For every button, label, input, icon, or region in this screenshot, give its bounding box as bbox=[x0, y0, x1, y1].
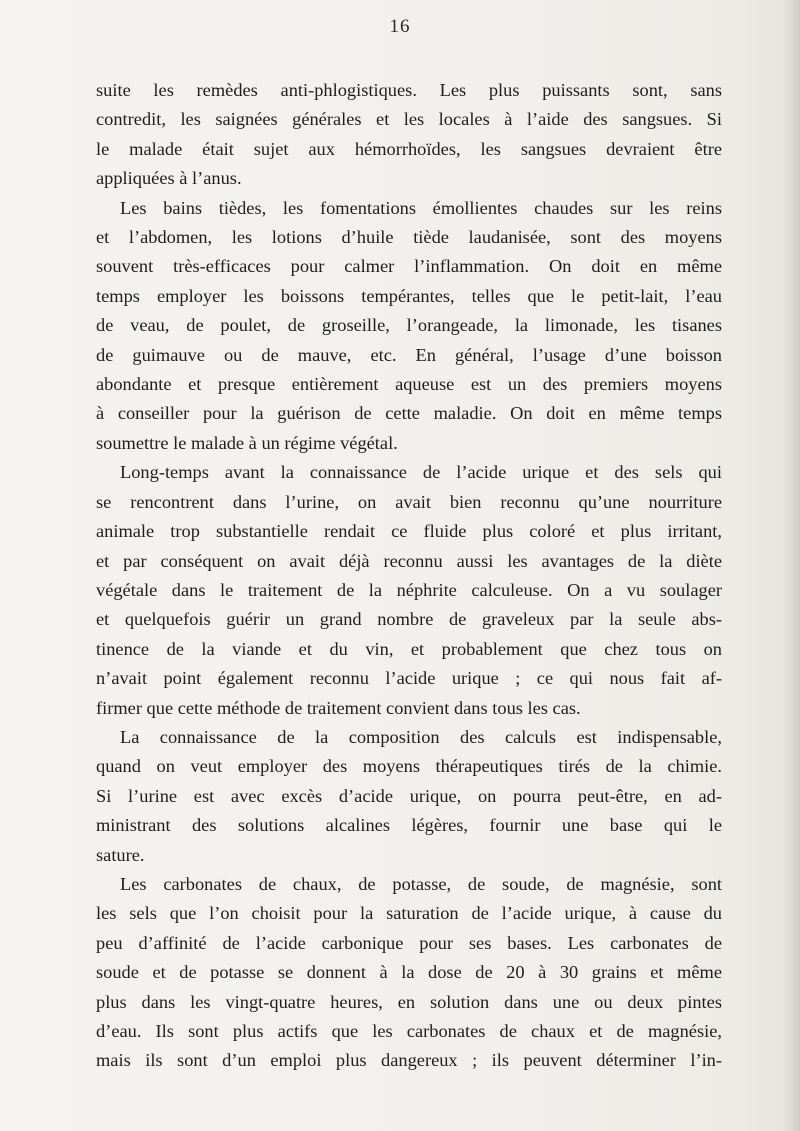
text-line: quand on veut employer des moyens thérapeutiques tirés de la chimie. bbox=[96, 756, 722, 777]
text-line: végétale dans le traitement de la néphrite calculeuse. On a vu soulager bbox=[96, 579, 722, 600]
text-line: plus dans les vingt-quatre heures, en solution dans une ou deux pintes bbox=[96, 991, 722, 1012]
text-line: Les bains tièdes, les fomentations émollientes chaudes sur les reins bbox=[120, 197, 722, 218]
body-text bbox=[96, 76, 722, 1076]
paragraph-acide-urique bbox=[96, 458, 722, 723]
text-line: Si l’urine est avec excès d’acide urique, on pourra peut-être, en ad- bbox=[96, 785, 722, 806]
paragraph-carbonates bbox=[96, 870, 722, 1076]
text-line: La connaissance de la composition des calculs est indispensable, bbox=[120, 726, 722, 747]
text-line: n’avait point également reconnu l’acide urique ; ce qui nous fait af- bbox=[96, 668, 722, 689]
text-line: suite les remèdes anti-phlogistiques. Les plus puissants sont, sans bbox=[96, 80, 722, 100]
text-line: appliquées à l’anus. bbox=[96, 168, 242, 189]
text-line: Long-temps avant la connaissance de l’acide urique et des sels qui bbox=[120, 462, 722, 483]
text-line: souvent très-efficaces pour calmer l’inflammation. On doit en même bbox=[96, 256, 722, 277]
text-line: ministrant des solutions alcalines légères, fournir une base qui le bbox=[96, 815, 722, 836]
text-line: se rencontrent dans l’urine, on avait bien reconnu qu’une nourriture bbox=[96, 491, 722, 512]
text-line: temps employer les boissons tempérantes, telles que le petit-lait, l’eau bbox=[96, 285, 722, 306]
text-line: les sels que l’on choisit pour la saturation de l’acide urique, à cause du bbox=[96, 903, 722, 924]
paragraph-remedes bbox=[96, 76, 722, 194]
text-line: soude et de potasse se donnent à la dose de 20 à 30 grains et même bbox=[96, 962, 722, 983]
text-line: le malade était sujet aux hémorrhoïdes, les sangsues devraient être bbox=[96, 138, 722, 159]
text-line: et par conséquent on avait déjà reconnu aussi les avantages de la diète bbox=[96, 550, 722, 571]
text-line: firmer que cette méthode de traitement convient dans tous les cas. bbox=[96, 697, 581, 718]
text-line: et quelquefois guérir un grand nombre de graveleux par la seule abs- bbox=[96, 609, 722, 630]
text-line: animale trop substantielle rendait ce fluide plus coloré et plus irritant, bbox=[96, 521, 722, 542]
page-edge-shadow bbox=[782, 0, 800, 1131]
text-line: à conseiller pour la guérison de cette maladie. On doit en même temps bbox=[96, 403, 722, 424]
text-line: tinence de la viande et du vin, et probablement que chez tous on bbox=[96, 638, 722, 659]
text-line: contredit, les saignées générales et les locales à l’aide des sangsues. Si bbox=[96, 109, 722, 130]
text-line: Les carbonates de chaux, de potasse, de soude, de magnésie, sont bbox=[120, 873, 722, 894]
paragraph-bains bbox=[96, 194, 722, 459]
text-line: peu d’affinité de l’acide carbonique pour ses bases. Les carbonates de bbox=[96, 932, 722, 953]
text-line: de veau, de poulet, de groseille, l’orangeade, la limonade, les tisanes bbox=[96, 315, 722, 336]
page-number: 16 bbox=[389, 16, 411, 37]
text-line: sature. bbox=[96, 844, 145, 865]
text-line: de guimauve ou de mauve, etc. En général, l’usage d’une boisson bbox=[96, 344, 722, 365]
text-line: abondante et presque entièrement aqueuse est un des premiers moyens bbox=[96, 374, 722, 395]
text-line: mais ils sont d’un emploi plus dangereux ; ils peuvent déterminer l’in- bbox=[96, 1050, 722, 1071]
text-line: et l’abdomen, les lotions d’huile tiède laudanisée, sont des moyens bbox=[96, 227, 722, 248]
paragraph-composition-calculs bbox=[96, 723, 722, 870]
text-line: soumettre le malade à un régime végétal. bbox=[96, 432, 398, 453]
text-line: d’eau. Ils sont plus actifs que les carbonates de chaux et de magnésie, bbox=[96, 1021, 722, 1041]
